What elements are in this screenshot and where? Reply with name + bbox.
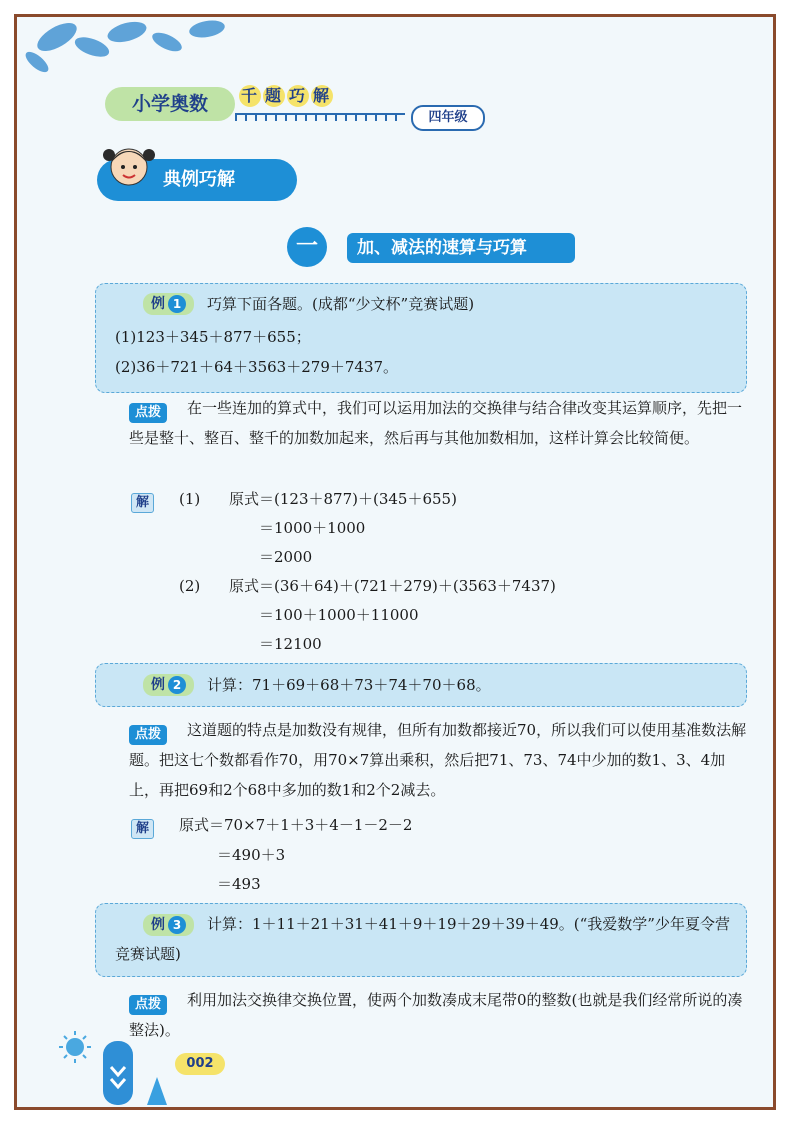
example-label: 例 [151,296,165,312]
example-number: 1 [168,295,186,313]
solution-line: ＝493 [217,875,261,893]
ruler-decoration [235,113,405,121]
hint-label: 点拨 [129,725,167,745]
example-1-prompt: 巧算下面各题。(成都“少文杯”竞赛试题) [207,295,475,313]
solution-label: 解 [131,493,154,513]
example-2-tag [143,674,194,696]
example-3-hint: 利用加法交换律交换位置，使两个加数凑成末尾带0的整数(也就是我们经常所说的凑整法)。 [129,991,743,1039]
solution-line: ＝1000＋1000 [259,519,366,537]
topic-title: 加、减法的速算与巧算 [347,233,575,263]
book-page [14,14,776,1110]
example-number: 2 [168,676,186,694]
solution-line: 原式＝70×7＋1＋3＋4－1－2－2 [179,816,413,834]
solution-line: ＝2000 [259,548,313,566]
example-1-item: (2)36＋721＋64＋3563＋279＋7437。 [115,358,399,376]
hint-label: 点拨 [129,403,167,423]
example-3-prompt: 计算：1＋11＋21＋31＋41＋9＋19＋29＋39＋49。(“我爱数学”少年夏令营竞赛试题) [115,915,730,963]
leaves-decoration [17,17,247,87]
subtitle-char: 千 [240,86,259,105]
solution-line: ＝100＋1000＋11000 [259,606,419,624]
solution-part-label: (1) [179,490,201,508]
example-2-solution-tag [131,817,154,839]
solution-line: ＝490＋3 [217,846,286,864]
example-2-prompt: 计算：71＋69＋68＋73＋74＋70＋68。 [207,676,491,694]
topic-header [287,227,577,267]
book-subtitle [239,85,335,109]
example-1-item: (1)123＋345＋877＋655； [115,328,311,346]
girl-mascot-icon [101,137,157,193]
section-banner: 典例巧解 [97,159,297,201]
grade-badge: 四年级 [411,105,485,131]
hint-label: 点拨 [129,995,167,1015]
example-label: 例 [151,917,165,933]
subtitle-char: 巧 [288,86,307,105]
subtitle-char: 解 [312,86,331,105]
tree-icon [97,1037,177,1107]
solution-part-label: (2) [179,577,201,595]
solution-line: 原式＝(123＋877)＋(345＋655) [229,490,457,508]
example-1-solution-tag [131,491,154,513]
example-1-tag [143,293,194,315]
example-1-hint: 在一些连加的算式中，我们可以运用加法的交换律与结合律改变其运算顺序，先把一些是整十、整百、整千的加数加起来，然后再与其他加数相加，这样计算会比较简便。 [129,399,743,447]
example-number: 3 [168,916,186,934]
solution-label: 解 [131,819,154,839]
example-2-hint: 这道题的特点是加数没有规律，但所有加数都接近70，所以我们可以使用基准数法解题。把这七个数都看作70，用70×7算出乘积，然后把71、73、74中少加的数1、3、4加上，再把69和2个68中多加的数1和2个2减去。 [129,721,747,799]
book-title: 小学奥数 [105,87,235,121]
solution-line: ＝12100 [259,635,322,653]
subtitle-char: 题 [264,86,283,105]
example-label: 例 [151,677,165,693]
topic-number: 一 [287,227,327,267]
page-number: 002 [175,1053,225,1075]
solution-line: 原式＝(36＋64)＋(721＋279)＋(3563＋7437) [229,577,556,595]
sun-icon [57,1029,93,1065]
